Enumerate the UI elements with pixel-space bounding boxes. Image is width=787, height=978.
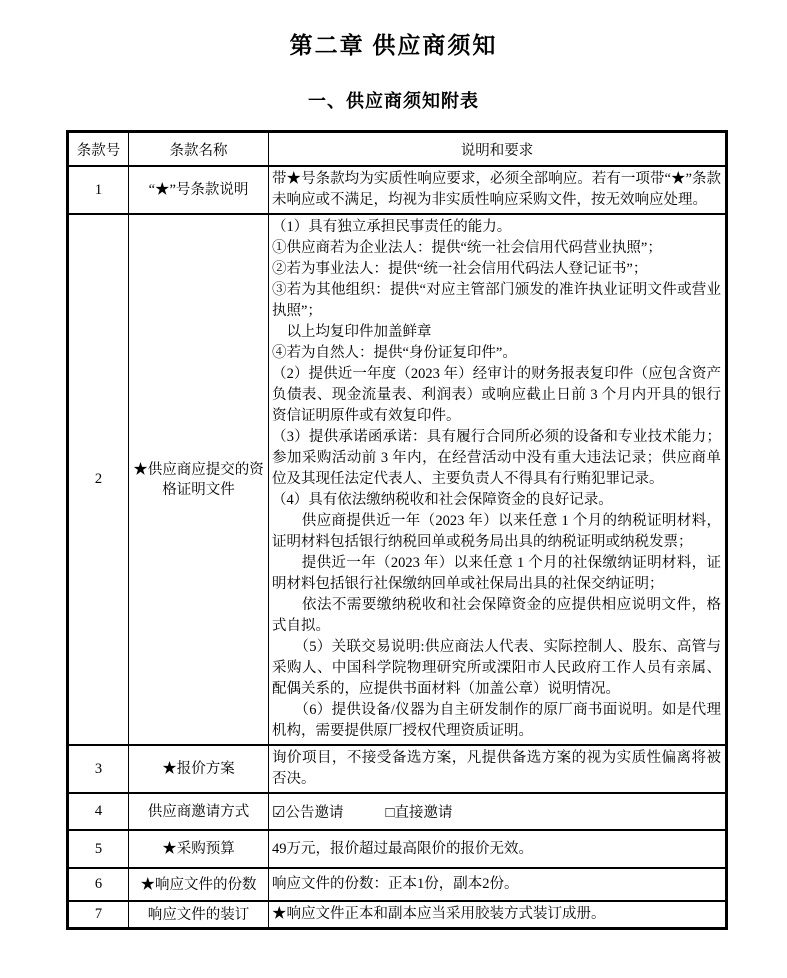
clause-no: 7 — [68, 901, 129, 929]
clause-paragraph: 提供近一年（2023 年）以来任意 1 个月的社保缴纳证明材料，证明材料包括银行社保缴纳回单或社保局出具的社保交纳证明； — [272, 555, 721, 592]
clause-content — [269, 793, 727, 830]
clause-name: “★”号条款说明 — [129, 166, 269, 214]
clause-content — [269, 745, 727, 793]
col-header-clause-name: 条款名称 — [129, 132, 269, 167]
clause-paragraph: ★响应文件正本和副本应当采用胶装方式装订成册。 — [272, 906, 606, 922]
table-row — [68, 166, 727, 214]
clause-name: ★采购预算 — [129, 830, 269, 868]
clause-paragraph: （1）具有独立承担民事责任的能力。 — [272, 219, 512, 235]
clause-paragraph: 响应文件的份数：正本1份，副本2份。 — [272, 876, 519, 892]
clause-no: 6 — [68, 868, 129, 901]
supplier-notice-table — [66, 130, 728, 930]
table-row — [68, 868, 727, 901]
section-title: 一、供应商须知附表 — [308, 91, 479, 111]
document-page — [0, 30, 787, 930]
table-row — [68, 830, 727, 868]
clause-name: ★报价方案 — [129, 745, 269, 793]
clause-paragraph: ①供应商若为企业法人：提供“统一社会信用代码营业执照”； — [272, 240, 662, 256]
clause-paragraph: ③若为其他组织：提供“对应主管部门颁发的准许执业证明文件或营业执照”； — [272, 282, 721, 319]
clause-no: 4 — [68, 793, 129, 830]
clause-no: 3 — [68, 745, 129, 793]
clause-paragraph: 49万元，报价超过最高限价的报价无效。 — [272, 840, 533, 857]
clause-name: 响应文件的装订 — [129, 901, 269, 929]
clause-paragraph: 供应商提供近一年（2023 年）以来任意 1 个月的纳税证明材料，证明材料包括银行纳税回单或税务局出具的纳税证明或纳税发票； — [272, 513, 721, 550]
table-header-row — [68, 132, 727, 167]
clause-paragraph: 带★号条款均为实质性响应要求，必须全部响应。若有一项带“★”条款未响应或不满足，均视为非实质性响应采购文件，按无效响应处理。 — [272, 171, 721, 208]
clause-content — [269, 214, 727, 745]
table-row — [68, 901, 727, 929]
col-header-description: 说明和要求 — [269, 132, 727, 167]
clause-paragraph: （5）关联交易说明:供应商法人代表、实际控制人、股东、高管与采购人、中国科学院物理研究所或溧阳市人民政府工作人员有亲属、配偶关系的，应提供书面材料（加盖公章）说明情况。 — [272, 639, 721, 697]
table-row — [68, 745, 727, 793]
clause-paragraph: ②若为事业法人：提供“统一社会信用代码法人登记证书”； — [272, 261, 648, 277]
clause-paragraph: （2）提供近一年度（2023 年）经审计的财务报表复印件（应包含资产负债表、现金流量表、利润表）或响应截止日前 3 个月内开具的银行资信证明原件或有效复印件。 — [272, 366, 721, 424]
clause-name: 供应商邀请方式 — [129, 793, 269, 830]
clause-paragraph: 依法不需要缴纳税收和社会保障资金的应提供相应说明文件，格式自拟。 — [272, 597, 721, 634]
clause-no: 2 — [68, 214, 129, 745]
clause-content — [269, 830, 727, 868]
clause-content — [269, 166, 727, 214]
clause-no: 5 — [68, 830, 129, 868]
clause-paragraph: （4）具有依法缴纳税收和社会保障资金的良好记录。 — [272, 492, 613, 508]
clause-paragraph: （3）提供承诺函承诺：具有履行合同所必须的设备和专业技术能力；参加采购活动前 3 年内，在经营活动中没有重大违法记录；供应商单位及其现任法定代表人、主要负责人不得具有行贿犯罪记录。 — [272, 429, 721, 487]
table-row — [68, 214, 727, 745]
checkbox-unchecked-icon: □ — [385, 805, 395, 821]
clause-name: ★响应文件的份数 — [129, 868, 269, 901]
checkbox-checked-icon: ☑ — [272, 805, 286, 821]
clause-paragraph: ④若为自然人：提供“身份证复印件”。 — [272, 345, 517, 361]
clause-content — [269, 901, 727, 929]
clause-no: 1 — [68, 166, 129, 214]
table-row — [68, 793, 727, 830]
clause-name: ★供应商应提交的资格证明文件 — [129, 214, 269, 745]
invitation-option-label: 公告邀请 — [285, 805, 344, 821]
clause-paragraph: （6）提供设备/仪器为自主研发制作的原厂商书面说明。如是代理机构，需要提供原厂授权代理资质证明。 — [272, 702, 721, 739]
clause-paragraph: 以上均复印件加盖鲜章 — [272, 324, 432, 340]
col-header-clause-no: 条款号 — [68, 132, 129, 167]
clause-paragraph: 询价项目，不接受备选方案，凡提供备选方案的视为实质性偏离将被否决。 — [272, 750, 721, 787]
clause-content — [269, 868, 727, 901]
chapter-title: 第二章 供应商须知 — [289, 33, 498, 58]
invitation-option-label: 直接邀请 — [394, 805, 453, 821]
